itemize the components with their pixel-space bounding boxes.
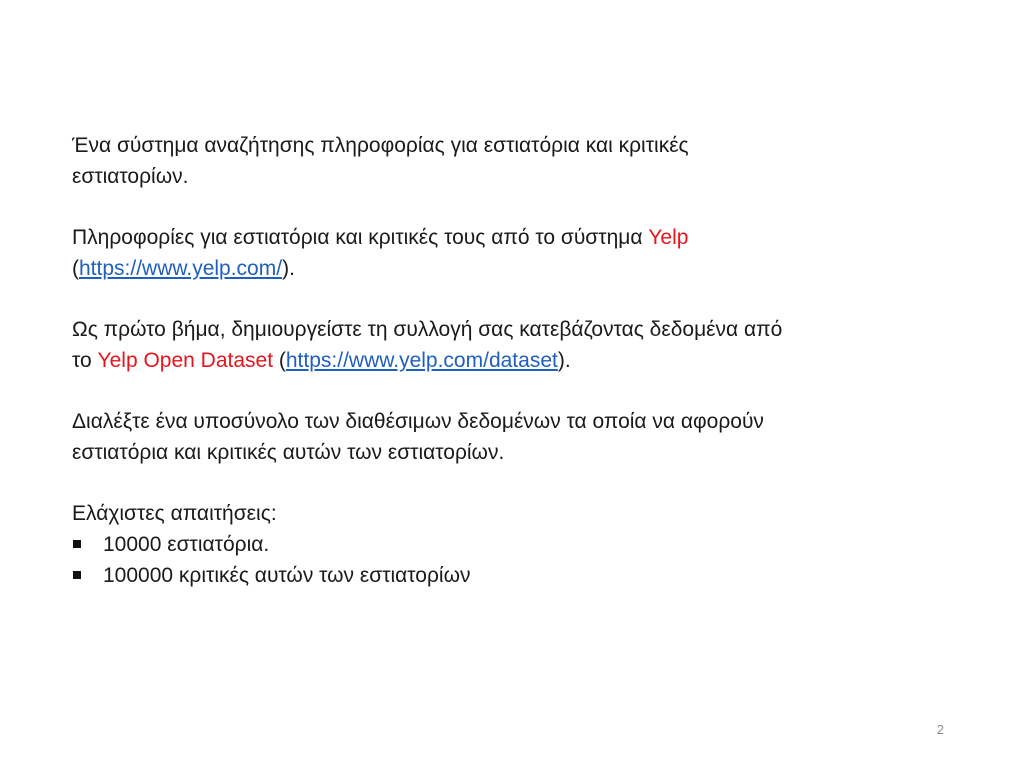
- square-bullet-icon: [73, 540, 81, 548]
- requirements-section: [72, 498, 952, 591]
- subset-paragraph: [72, 406, 952, 468]
- yelp-info-paragraph: [72, 222, 952, 284]
- yelp-dataset-link[interactable]: https://www.yelp.com/dataset: [285, 349, 558, 372]
- dataset-close-paren: ).: [557, 349, 571, 372]
- yelp-close-paren: ).: [282, 257, 295, 280]
- square-bullet-icon: [73, 571, 81, 579]
- list-item: [72, 560, 952, 591]
- requirement-restaurants: 10000 εστιατόρια.: [103, 533, 270, 556]
- intro-line-2: εστιατορίων.: [72, 165, 189, 188]
- yelp-highlight: Yelp: [648, 226, 689, 249]
- yelp-homepage-link[interactable]: https://www.yelp.com/: [79, 257, 283, 280]
- page-number: 2: [936, 722, 944, 737]
- first-step-paragraph: [72, 314, 952, 376]
- yelp-info-text: Πληροφορίες για εστιατόρια και κριτικές τους από το σύστημα: [72, 226, 649, 249]
- yelp-open-dataset-highlight: Yelp Open Dataset: [97, 349, 274, 372]
- yelp-open-paren: (: [72, 257, 79, 280]
- intro-line-1: Ένα σύστημα αναζήτησης πληροφορίας για εστιατόρια και κριτικές: [72, 134, 689, 157]
- requirements-heading: Ελάχιστες απαιτήσεις:: [72, 502, 277, 525]
- subset-line-1: Διαλέξτε ένα υποσύνολο των διαθέσιμων δεδομένων τα οποία να αφορούν: [72, 410, 764, 433]
- intro-paragraph: [72, 130, 952, 192]
- first-step-line-1: Ως πρώτο βήμα, δημιουργείστε τη συλλογή σας κατεβάζοντας δεδομένα από: [72, 318, 783, 341]
- slide-body: [72, 130, 952, 591]
- list-item: [72, 529, 952, 560]
- requirement-reviews: 100000 κριτικές αυτών των εστιατορίων: [103, 564, 471, 587]
- subset-line-2: εστιατόρια και κριτικές αυτών των εστιατορίων.: [72, 441, 505, 464]
- requirements-list: [72, 529, 952, 591]
- dataset-open-paren: (: [273, 349, 286, 372]
- first-step-prefix: το: [72, 349, 98, 372]
